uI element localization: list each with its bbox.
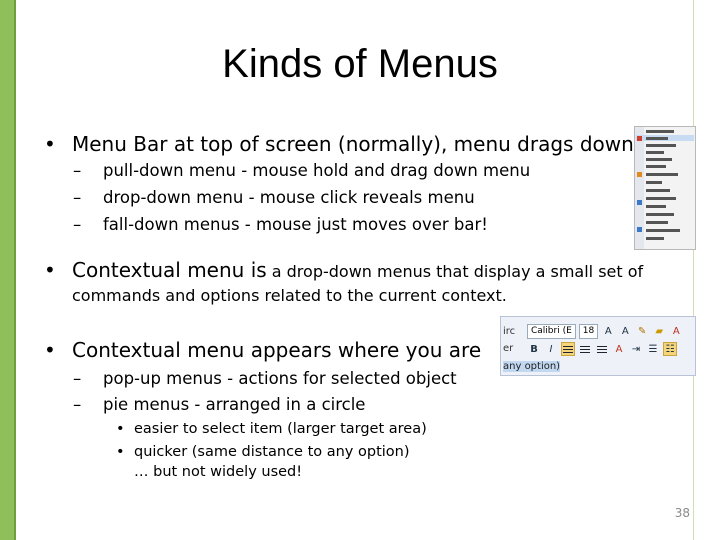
page-number: 38 (674, 506, 690, 520)
dash-icon: – (73, 369, 82, 388)
bullet-icon: • (44, 258, 56, 282)
sub-bullet-pop-up (73, 367, 457, 391)
menu-item-icon (637, 136, 642, 141)
dash-icon: – (73, 395, 82, 414)
menu-row (646, 197, 676, 200)
highlight-icon: ▰ (655, 325, 664, 337)
menu-row (646, 165, 666, 168)
menu-row (646, 130, 674, 133)
bullet-icon: • (44, 132, 56, 156)
bullet-icon: • (116, 444, 125, 460)
menu-item-icon (637, 200, 642, 205)
toolbar-row-format (527, 339, 677, 359)
menu-row (646, 237, 664, 240)
bullet-text-large: Contextual menu is (72, 258, 267, 282)
bullet-continuation: commands and options related to the current context. (72, 286, 507, 305)
dash-icon: – (73, 161, 82, 180)
menu-row (646, 221, 668, 224)
menu-row (646, 213, 674, 216)
sub-bullet-drop-down (73, 186, 475, 210)
thumb-left-text: er (503, 343, 514, 354)
bullet-contextual-menu-location (44, 338, 482, 362)
menu-row (646, 205, 666, 208)
bold-icon: B (530, 343, 538, 355)
sub-bullet-text: drop-down menu - mouse click reveals menu (103, 188, 475, 207)
slide-title: Kinds of Menus (222, 42, 498, 86)
subsub-bullet-quicker (116, 441, 410, 463)
thumb-option-text (503, 361, 560, 372)
menu-row (646, 158, 672, 161)
bullet-list-icon: ☰ (648, 343, 658, 355)
menu-row (646, 189, 670, 192)
sub-bullet-text: pull-down menu - mouse hold and drag down menu (103, 161, 531, 180)
subsub-bullet-text: quicker (same distance to any option) (134, 444, 410, 460)
menu-row (646, 137, 668, 140)
thumb-option-highlight: any option) (503, 361, 561, 372)
menu-item-icon (637, 227, 642, 232)
subsub-bullet-text: easier to select item (larger target area) (134, 421, 427, 437)
menu-item-icon (637, 172, 642, 177)
bullet-icon: • (44, 338, 56, 362)
italic-icon: I (549, 343, 553, 355)
sub-bullet-text: fall-down menus - mouse just moves over bar! (103, 215, 488, 234)
bullet-contextual-menu-definition (44, 258, 644, 284)
grow-font-icon: A (604, 325, 612, 337)
sub-bullet-text: pop-up menus - actions for selected object (103, 369, 457, 388)
menu-row (646, 229, 680, 232)
shrink-font-icon: A (621, 325, 629, 337)
font-color-icon: A (672, 325, 680, 337)
menu-row (646, 181, 662, 184)
format-painter-icon: ✎ (638, 325, 647, 337)
sub-bullet-fall-down (73, 213, 488, 237)
menu-screenshot-thumbnail (634, 126, 696, 250)
menu-row (646, 144, 676, 147)
sub-bullet-pie (73, 393, 366, 417)
bullet-text: Contextual menu appears where you are (72, 338, 482, 362)
bullet-menu-bar (44, 132, 634, 156)
numbered-list-icon: ☷ (663, 342, 677, 356)
toolbar-screenshot-thumbnail (500, 316, 696, 376)
menu-row (646, 151, 664, 154)
align-left-icon (561, 342, 575, 356)
sub-bullet-text: pie menus - arranged in a circle (103, 395, 366, 414)
dash-icon: – (73, 188, 82, 207)
sub-bullet-pull-down (73, 159, 531, 183)
dash-icon: – (73, 215, 82, 234)
thumb-left-text: irc (503, 326, 516, 337)
menu-row (646, 173, 678, 176)
toolbar-row-font (527, 321, 683, 341)
align-right-icon (595, 342, 609, 356)
align-center-icon (578, 342, 592, 356)
font-size-box: 18 (579, 324, 598, 339)
bullet-icon: • (116, 421, 125, 437)
bullet-text-small: a drop-down menus that display a small set of (266, 262, 644, 281)
font-name-box: Calibri (E (527, 324, 576, 339)
font-color-icon: A (615, 343, 623, 355)
indent-icon: ⇥ (631, 343, 641, 355)
subsub-bullet-easier (116, 418, 427, 440)
bullet-text: Menu Bar at top of screen (normally), menu drags down (72, 132, 634, 156)
subsub-bullet-continuation: … but not widely used! (134, 464, 303, 480)
